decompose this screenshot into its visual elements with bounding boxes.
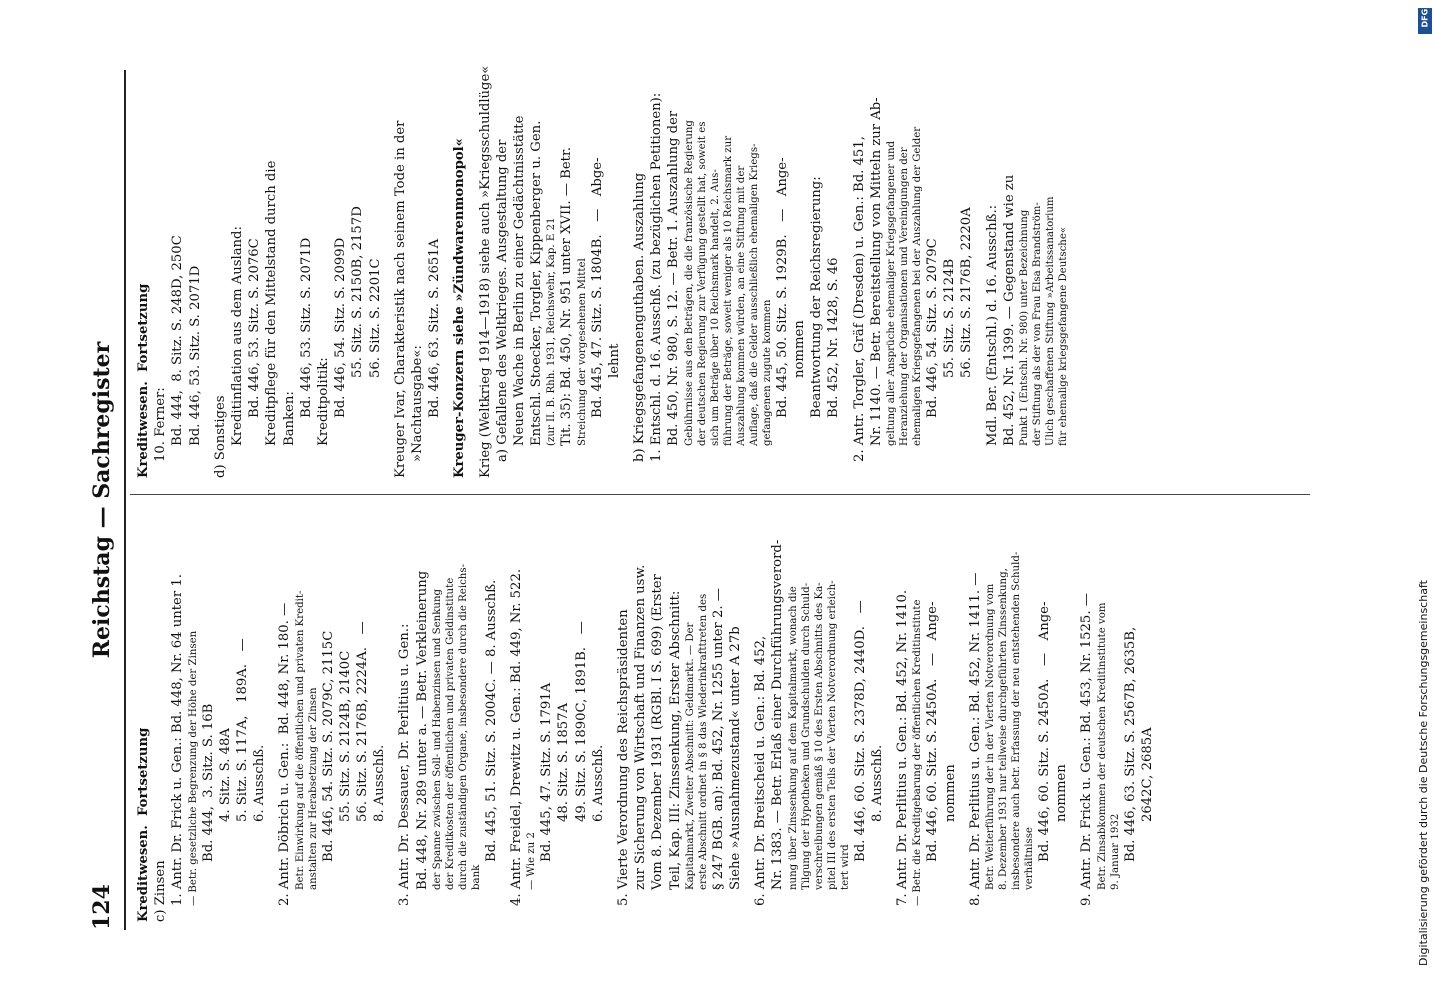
index-entry-line: 7. Antr. Dr. Perlitius u. Gen.: Bd. 452, Nr. 1410.	[895, 589, 911, 906]
index-entry-line: 55. Sitz. S. 2124B	[942, 258, 958, 378]
index-entry-line: bank	[470, 864, 482, 890]
index-entry-line: — Wie zu 2	[526, 832, 538, 890]
index-entry-line: a) Gefallene des Weltkrieges. Ausgestaltung der	[494, 139, 510, 462]
spacer	[959, 502, 967, 922]
index-entry-line: Bd. 446, 60. Sitz. S. 2450A. — Ange-	[1036, 601, 1052, 862]
index-entry-line: Bd. 446, 63. Sitz. S. 2567B, 2635B,	[1122, 626, 1138, 862]
index-entry-line: Bd. 446, 54. Sitz. S. 2099D	[333, 237, 349, 418]
index-entry-line: Beantwortung der Reichsregierung:	[809, 176, 825, 418]
index-entry-line: Banken:	[281, 391, 297, 446]
index-entry-line: führung der Beträge, soweit weniger als 10 Reichsmark zur	[722, 135, 734, 446]
index-entry-line: 5. Vierte Verordnung des Reichspräsidenten	[616, 609, 632, 906]
index-entry-line: Bd. 444, 3. Sitz. S. 16B	[200, 703, 216, 862]
index-entry-line: 4. Sitz. S. 48A	[217, 728, 233, 822]
index-entry-line: Siehe »Ausnahmezustand« unter A 27b	[728, 626, 744, 890]
index-entry-line: — Betr. gesetzliche Begrenzung der Höhe der Zinsen	[187, 630, 199, 906]
index-entry-line: 49. Sitz. S. 1890C, 1891B. —	[573, 621, 589, 822]
index-entry-line: Auflage, daß die Gelder ausschließlich ehemaligen Kriegs-	[748, 143, 760, 446]
index-entry-line: Mdl. Ber. (Entschl.) d. 16. Ausschß.:	[984, 204, 1000, 446]
index-entry-line: Bd. 446, 60. Sitz. S. 2450A. — Ange-	[925, 601, 941, 862]
index-entry-line: Bd. 448, Nr. 289 unter a. — Betr. Verkleinerung	[414, 570, 430, 890]
header-rule	[124, 70, 126, 930]
spacer	[976, 48, 984, 478]
index-entry-line: Tit. 35): Bd. 450, Nr. 951 unter XVII. — Betr.	[559, 147, 575, 446]
index-entry-line: Bd. 452, Nr. 1399. — Gegenstand wie zu	[1001, 174, 1017, 446]
index-entry-line: b) Kriegsgefangenenguthaben. Auszahlung	[632, 172, 648, 462]
index-entry-line: insbesondere auch betr. Erfassung der neu entstehenden Schuld-	[1010, 551, 1022, 890]
index-entry-line: Bd. 445, 47. Sitz. S. 1791A	[539, 682, 555, 862]
left-column	[135, 502, 1156, 922]
index-entry-line: durch die zuständigen Organe, insbesondere durch die Reichs-	[457, 563, 469, 890]
index-entry-line: Bd. 445, 47. Sitz. S. 1804B. — Abge-	[589, 157, 605, 418]
index-entry-line: der Stiftung als der von Frau Elsa Brandström-	[1031, 202, 1043, 446]
index-entry-line: Entschl. Stoecker, Torgler, Kippenberger u. Gen.	[529, 120, 545, 446]
index-entry-line: 8. Ausschß.	[869, 744, 885, 822]
index-entry-line: nommen	[1054, 764, 1070, 822]
index-entry-line: 6. Ausschß.	[252, 744, 268, 822]
index-entry-line: 8. Ausschß.	[372, 744, 388, 822]
right-column	[135, 48, 1070, 478]
index-entry-line: § 247 BGB. an): Bd. 452, Nr. 1255 unter 2. —	[710, 588, 726, 890]
index-entry-line: Bd. 446, 53. Sitz. S. 2071D	[298, 237, 314, 418]
spacer	[388, 502, 396, 922]
index-entry-line: 56. Sitz. S. 2201C	[367, 258, 383, 378]
index-entry-line: 6. Antr. Dr. Breitscheid u. Gen.: Bd. 452,	[753, 635, 769, 906]
spacer	[204, 48, 212, 478]
index-entry-line: 9. Januar 1932	[1109, 813, 1121, 890]
index-entry-line: 8. Antr. Dr. Perlitius u. Gen.: Bd. 452, Nr. 1411. —	[967, 572, 983, 906]
index-entry-line: Teil, Kap. III: Zinssenkung, Erster Abschnitt:	[667, 590, 683, 890]
index-entry-line: »Nachtausgabe«:	[410, 345, 426, 462]
index-entry-line: c) Zinsen	[153, 860, 169, 922]
index-entry-line: für ehemalige kriegsgefangene Deutsche«	[1057, 226, 1069, 446]
index-entry-line: der Spanne zwischen Soll- und Habenzinsen und Senkung	[431, 588, 443, 890]
spacer	[886, 502, 894, 922]
dfg-sidebar	[1414, 0, 1434, 1000]
index-entry-line: Kreditwesen. Fortsetzung	[136, 283, 151, 478]
index-entry-line: nung über Zinssenkung auf dem Kapitalmarkt, wonach die	[787, 586, 799, 890]
index-entry-line: Neuen Wache in Berlin zu einer Gedächtnisstätte	[512, 115, 528, 446]
index-entry-line: Bd. 452, Nr. 1428, S. 46	[826, 257, 842, 418]
index-entry-line: Kreuger Ivar, Charakteristik nach seinem Tode in der	[392, 120, 408, 478]
spacer	[744, 502, 752, 922]
index-entry-line: 3. Antr. Dr. Dessauer, Dr. Perlitius u. Gen.:	[397, 623, 413, 906]
index-entry-line: Streichung der vorgesehenen Mittel	[576, 258, 588, 446]
index-entry-line: Betr. Weiterführung der in der Vierten Notverordnung vom	[984, 583, 996, 890]
index-entry-line: pitel III des ersten Teils der Vierten Notverordnung erleich-	[826, 580, 838, 890]
index-entry-line: 48. Sitz. S. 1857A	[556, 702, 572, 822]
spacer	[443, 48, 451, 478]
index-entry-line: 1. Antr. Dr. Frick u. Gen.: Bd. 448, Nr. 64 unter 1.	[170, 574, 186, 906]
index-entry-line: Bd. 446, 63. Sitz. S. 2651A	[427, 238, 443, 418]
index-entry-line: d) Sonstiges	[212, 395, 228, 478]
spacer	[469, 48, 477, 478]
dfg-logo-text: DFG	[1420, 8, 1430, 28]
index-entry-line: Kreditwesen. Fortsetzung	[136, 727, 151, 922]
spacer	[623, 48, 631, 478]
index-entry-line: Betr. Zinsabkommen der deutschen Kreditinstitute vom	[1096, 602, 1108, 890]
page-title: Reichstag — Sachregister	[89, 341, 115, 659]
spacer	[384, 48, 392, 478]
index-entry-line: 1. Entschl. d. 16. Ausschß. (zu bezüglichen Petitionen):	[649, 92, 665, 462]
index-entry-line: gefangenen zugute kommen	[761, 299, 773, 446]
spacer	[843, 48, 851, 478]
index-entry-line: nommen	[942, 764, 958, 822]
index-entry-line: 9. Antr. Dr. Frick u. Gen.: Bd. 453, Nr. 1525. —	[1079, 593, 1095, 906]
index-entry-line: Bd. 446, 60. Sitz. S. 2378D, 2440D. —	[852, 600, 868, 862]
index-entry-line: Kreuger-Konzern siehe »Zündwarenmonopol«	[452, 138, 468, 478]
dfg-funding-note: Digitalisierung gefördert durch die Deutsche Forschungsgemeinschaft	[1417, 580, 1430, 966]
index-entry-line: 2. Antr. Döbrich u. Gen.: Bd. 448, Nr. 180. —	[277, 602, 293, 906]
index-entry-line: Ulich geschaffenen Stiftung »Arbeitssanatorium	[1044, 196, 1056, 446]
index-entry-line: 8. Dezember 1931 nur teilweise durchgeführten Zinssenkung,	[997, 568, 1009, 890]
index-entry-line: sich um Beträge über 10 Reichsmark handelt, 2. Aus-	[709, 169, 721, 446]
index-entry-line: Nr. 1140. — Betr. Bereitstellung von Mitteln zur Ab-	[868, 97, 884, 446]
index-entry-line: verschreibungen gemäß § 10 des Ersten Abschnitts des Ka-	[813, 582, 825, 890]
index-entry-line: Punkt 1 (Entschl. Nr. 980) unter Bezeichnung	[1018, 209, 1030, 446]
index-entry-line: Nr. 1383. — Betr. Erlaß einer Durchführungsverord-	[770, 539, 786, 890]
index-entry-line: Bd. 444, 8. Sitz. S. 248D, 250C	[170, 235, 186, 446]
index-entry-line: Bd. 446, 54. Sitz. S. 2079C	[924, 238, 940, 418]
index-entry-line: 56. Sitz. S. 2176B, 2220A	[959, 207, 975, 378]
index-entry-line: ehemaligen Kriegsgefangenen bei der Auszahlung der Gelder	[911, 126, 923, 446]
index-entry-line: 55. Sitz. S. 2124B, 2140C	[337, 650, 353, 822]
index-entry-line: 2642C, 2685A	[1139, 727, 1155, 822]
spacer	[607, 502, 615, 922]
index-entry-line: nommen	[791, 320, 807, 378]
index-entry-line: Heranziehung der Organisationen und Vereinigungen der	[898, 147, 910, 446]
index-entry-line: Bd. 446, 54. Sitz. S. 2079C, 2115C	[320, 630, 336, 862]
index-entry-line: Auszahlung kommen würden, an eine Stiftung mit der	[735, 165, 747, 446]
index-entry-line: Kreditpflege für den Mittelstand durch die	[264, 160, 280, 446]
index-entry-line: Tilgung der Hypotheken und Grundschulden durch Schuld-	[800, 582, 812, 890]
index-entry-line: Bd. 450, Nr. 980, S. 12. — Betr. 1. Auszahlung der	[666, 110, 682, 446]
index-entry-line: Bd. 445, 51. Sitz. S. 2004C. — 8. Ausschß.	[483, 579, 499, 862]
index-entry-line: tert wird	[839, 844, 851, 890]
index-entry-line: — Betr. die Kreditgebarung der öffentlichen Kreditinstitute	[912, 599, 924, 906]
index-entry-line: Kreditpolitik:	[316, 357, 332, 446]
index-entry-line: (zur II. B. Rhh. 1931, Reichswehr, Kap. E 21	[546, 217, 558, 446]
index-entry-line: erste Abschnitt ordnet in § 8 das Wiederinkrafttreten des	[697, 593, 709, 890]
index-entry-line: lehnt	[606, 343, 622, 378]
page-number: 124	[89, 884, 115, 930]
index-entry-line: Bd. 446, 53. Sitz. S. 2071D	[187, 265, 203, 446]
index-entry-line: anstalten zur Herabsetzung der Zinsen	[307, 687, 319, 890]
index-entry-line: geltung aller Ansprüche ehemaliger Kriegsgefangener und	[885, 140, 897, 446]
index-entry-line: Kreditinflation aus dem Ausland:	[230, 226, 246, 446]
index-entry-line: zur Sicherung von Wirtschaft und Finanzen usw.	[633, 564, 649, 890]
index-entry-line: Gebührnisse aus den Beträgen, die die französische Regierung	[683, 120, 695, 446]
index-entry-line: 4. Antr. Freidel, Drewitz u. Gen.: Bd. 449, Nr. 522.	[509, 568, 525, 906]
index-entry-line: 55. Sitz. S. 2150B, 2157D	[350, 206, 366, 378]
index-entry-line: verhältnisse	[1023, 827, 1035, 890]
index-entry-line: Bd. 446, 53. Sitz. S. 2076C	[247, 238, 263, 418]
index-entry-line: Betr. Einwirkung auf die öffentlichen und privaten Kredit-	[294, 590, 306, 890]
index-entry-line: Bd. 445, 50. Sitz. S. 1929B. — Ange-	[774, 157, 790, 418]
spacer	[1070, 502, 1078, 922]
page-header	[85, 70, 125, 930]
spacer	[500, 502, 508, 922]
index-entry-line: der Kreditkosten der öffentlichen und privaten Geldinstitute	[444, 577, 456, 890]
dfg-logo	[1418, 8, 1432, 34]
index-entry-line: 6. Ausschß.	[590, 744, 606, 822]
index-entry-line: 5. Sitz. S. 117A, 189A. —	[235, 638, 251, 822]
index-entry-line: Vom 8. Dezember 1931 (RGBl. I S. 699) (Erster	[650, 574, 666, 890]
index-entry-line: 10. Ferner:	[153, 387, 169, 462]
index-entry-line: Kapitalmarkt, Zweiter Abschnitt: Geldmarkt. — Der	[684, 622, 696, 890]
index-entry-line: 2. Antr. Torgler, Gräf (Dresden) u. Gen.: Bd. 451,	[851, 136, 867, 462]
spacer	[268, 502, 276, 922]
column-divider	[130, 494, 1310, 495]
index-entry-line: 56. Sitz. S. 2176B, 2224A. —	[355, 621, 371, 822]
index-entry-line: der deutschen Regierung zur Verfügung gestellt hat, soweit es	[696, 121, 708, 446]
index-entry-line: Krieg (Weltkrieg 1914—1918) siehe auch »Kriegsschuldlüge«	[477, 65, 493, 478]
